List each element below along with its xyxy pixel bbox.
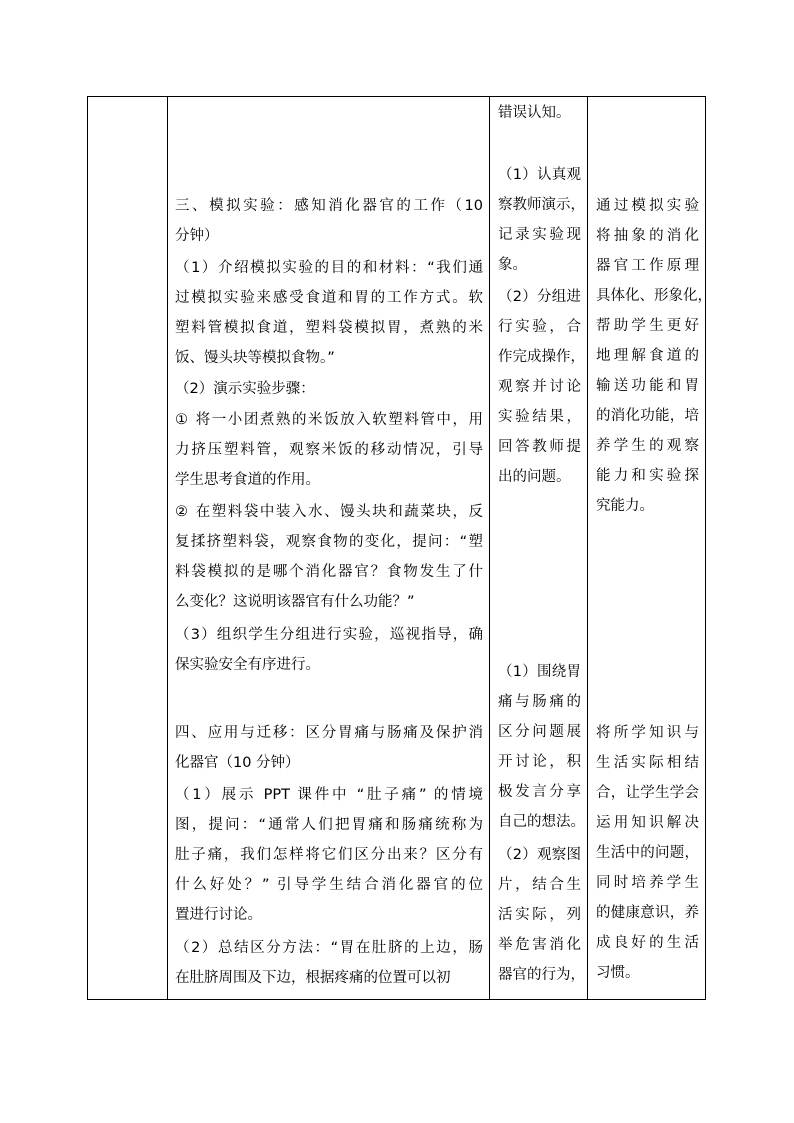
paragraph-line: 将抽象的消化 [596, 228, 699, 244]
paragraph-line: 象。 [498, 257, 527, 273]
paragraph-line: 地理解食道的 [596, 348, 699, 364]
paragraph-line: 学生思考食道的作用。 [175, 472, 320, 488]
paragraph-line: 活实际，列 [498, 907, 581, 923]
paragraph-line: （1）展示 PPT 课件中 “肚子痛” 的情境 [175, 787, 483, 803]
paragraph-line: 运用知识解决 [596, 815, 699, 831]
paragraph-line: 成良好的生活 [596, 935, 699, 951]
paragraph-line: 合，让学生学会 [596, 785, 699, 801]
paragraph-line: 作完成操作， [498, 349, 585, 365]
paragraph-line: 力挤压塑料管，观察米饭的移动情况，引导 [175, 442, 483, 458]
paragraph-line: （1）介绍模拟实验的目的和材料：“我们通 [175, 260, 483, 276]
paragraph-line: 置进行讨论。 [175, 907, 262, 923]
paragraph-line: 输送功能和胃 [596, 378, 699, 394]
paragraph-line: 过模拟实验来感受食道和胃的工作方式。软 [175, 290, 483, 306]
paragraph-line: 观察并讨论 [498, 379, 581, 395]
paragraph-line: （2）分组进 [498, 289, 581, 305]
paragraph-line: 察教师演示， [498, 197, 585, 213]
section-heading-line: 化器官（10 分钟） [175, 755, 300, 771]
paragraph-line: 通过模拟实验 [596, 198, 699, 214]
paragraph-line: ① 将一小团煮熟的米饭放入软塑料管中，用 [175, 412, 483, 428]
paragraph-line: 养学生的观察 [596, 438, 699, 454]
paragraph-line: 回答教师提 [498, 439, 581, 455]
section-heading-line: 四、应用与迁移：区分胃痛与肠痛及保护消 [175, 725, 483, 741]
paragraph-line: （2）观察图 [498, 847, 581, 863]
paragraph-line: 饭、馒头块等模拟食物。” [175, 350, 335, 366]
paragraph-line: 举危害消化 [498, 937, 581, 953]
section-heading-line: 分钟） [175, 228, 219, 244]
paragraph-line: 生活中的问题， [596, 845, 699, 861]
paragraph-line: 区分问题展 [498, 724, 581, 740]
paragraph-line: 错误认知。 [498, 105, 571, 121]
paragraph-line: 器官的行为， [498, 967, 585, 983]
teacher-activity-column [168, 97, 490, 999]
paragraph-line: 生活实际相结 [596, 755, 699, 771]
paragraph-line: （2）总结区分方法：“胃在肚脐的上边，肠 [175, 940, 483, 956]
paragraph-line: 痛与肠痛的 [498, 694, 581, 710]
stage-column [88, 97, 168, 999]
paragraph-line: 帮助学生更好 [596, 318, 699, 334]
paragraph-line: 开讨论，积 [498, 754, 581, 770]
paragraph-line: 具体化、形象化， [596, 288, 712, 304]
paragraph-line: （1）认真观 [498, 167, 581, 183]
paragraph-line: 图，提问：“通常人们把胃痛和肠痛统称为 [175, 817, 483, 833]
paragraph-line: 的消化功能，培 [596, 408, 699, 424]
paragraph-line: 保实验安全有序进行。 [175, 657, 320, 673]
paragraph-line: 极发言分享 [498, 784, 581, 800]
paragraph-line: 塑料管模拟食道，塑料袋模拟胃，煮熟的米 [175, 320, 483, 336]
paragraph-line: 料袋模拟的是哪个消化器官？食物发生了什 [175, 564, 483, 580]
paragraph-line: 同时培养学生 [596, 875, 699, 891]
paragraph-line: 复揉挤塑料袋，观察食物的变化，提问：“塑 [175, 534, 483, 550]
lesson-plan-table [87, 96, 712, 1000]
paragraph-line: 能力和实验探 [596, 468, 699, 484]
paragraph-line: （3）组织学生分组进行实验，巡视指导，确 [175, 627, 483, 643]
paragraph-line: 的健康意识，养 [596, 905, 699, 921]
paragraph-line: 什么好处？” 引导学生结合消化器官的位 [175, 877, 483, 893]
paragraph-line: 片，结合生 [498, 877, 581, 893]
paragraph-line: 器官工作原理 [596, 258, 699, 274]
student-activity-column [490, 97, 588, 999]
paragraph-line: 将所学知识与 [596, 725, 699, 741]
paragraph-line: 在肚脐周围及下边，根据疼痛的位置可以初 [175, 970, 451, 986]
section-heading-line: 三、模拟实验：感知消化器官的工作（10 [175, 198, 483, 214]
paragraph-line: 记录实验现 [498, 227, 581, 243]
paragraph-line: 自己的想法。 [498, 814, 585, 830]
paragraph-line: 究能力。 [596, 498, 654, 514]
paragraph-line: 实验结果， [498, 409, 581, 425]
paragraph-line: 么变化？这说明该器官有什么功能？” [175, 594, 415, 610]
paragraph-line: 出的问题。 [498, 469, 571, 485]
design-intent-column [588, 97, 712, 999]
paragraph-line: （2）演示实验步骤： [175, 381, 315, 397]
paragraph-line: ② 在塑料袋中装入水、馒头块和蔬菜块，反 [175, 504, 483, 520]
paragraph-line: 习惯。 [596, 965, 640, 981]
paragraph-line: 肚子痛，我们怎样将它们区分出来？区分有 [175, 847, 483, 863]
paragraph-line: （1）围绕胃 [498, 664, 581, 680]
paragraph-line: 行实验，合 [498, 319, 581, 335]
